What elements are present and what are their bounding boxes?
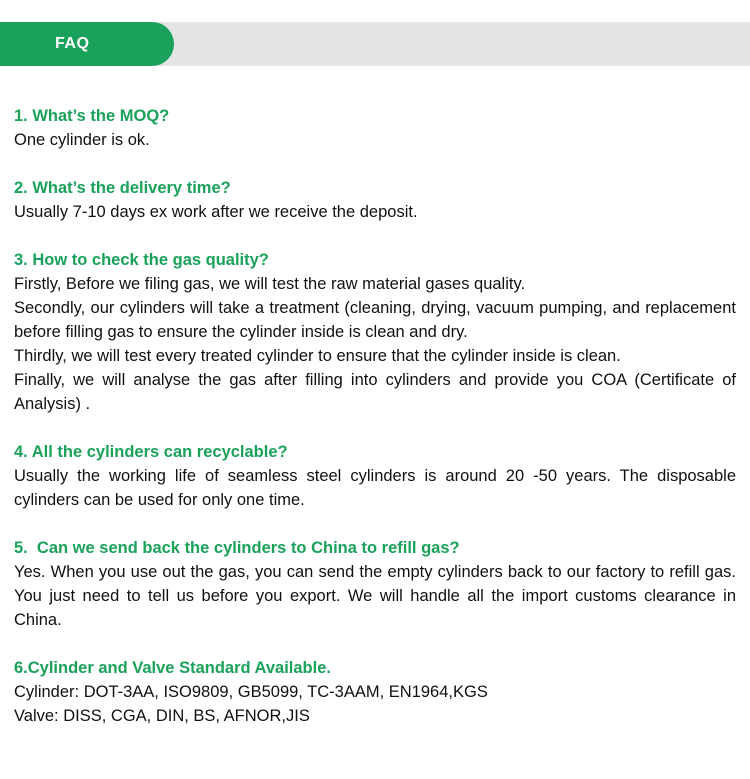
faq-header-tab: FAQ: [0, 22, 174, 66]
faq-answer-line: Usually 7-10 days ex work after we receive the deposit.: [14, 203, 418, 221]
faq-answer: [14, 128, 736, 152]
faq-answer-line: Usually the working life of seamless steel cylinders is around 20 -50 years. The disposable cylinders can be used for only one time.: [14, 467, 736, 509]
faq-item-quality: [14, 248, 736, 416]
faq-question: 6.Cylinder and Valve Standard Available.: [14, 659, 331, 677]
faq-item-moq: [14, 104, 736, 152]
faq-answer-line: One cylinder is ok.: [14, 131, 150, 149]
faq-answer-line: Valve: DISS, CGA, DIN, BS, AFNOR,JIS: [14, 707, 310, 725]
faq-question: 2. What’s the delivery time?: [14, 179, 231, 197]
faq-answer-line: Finally, we will analyse the gas after filling into cylinders and provide you COA (Certificate of Analysis) .: [14, 371, 736, 413]
faq-answer-line: Thirdly, we will test every treated cylinder to ensure that the cylinder inside is clean.: [14, 347, 621, 365]
faq-answer: [14, 680, 736, 728]
faq-item-recyclable: [14, 440, 736, 512]
faq-header-bar: [0, 22, 750, 66]
faq-answer: [14, 200, 736, 224]
faq-answer-line: Secondly, our cylinders will take a treatment (cleaning, drying, vacuum pumping, and replacement before filling gas to ensure the cylinder inside is clean and dry.: [14, 299, 736, 341]
faq-answer: [14, 560, 736, 632]
faq-question: 5. Can we send back the cylinders to China to refill gas?: [14, 539, 460, 557]
faq-question: 3. How to check the gas quality?: [14, 251, 269, 269]
faq-item-delivery: [14, 176, 736, 224]
faq-question: 1. What’s the MOQ?: [14, 107, 170, 125]
faq-list: [14, 104, 736, 752]
faq-answer-line: Yes. When you use out the gas, you can send the empty cylinders back to our factory to refill gas. You just need to tell us before you export. We will handle all the import customs clearance in China.: [14, 563, 736, 629]
faq-answer: [14, 272, 736, 416]
faq-answer-line: Cylinder: DOT-3AA, ISO9809, GB5099, TC-3AAM, EN1964,KGS: [14, 683, 488, 701]
faq-item-refill: [14, 536, 736, 632]
faq-answer: [14, 464, 736, 512]
faq-question: 4. All the cylinders can recyclable?: [14, 443, 288, 461]
faq-item-standards: [14, 656, 736, 728]
faq-answer-line: Firstly, Before we filing gas, we will test the raw material gases quality.: [14, 275, 526, 293]
